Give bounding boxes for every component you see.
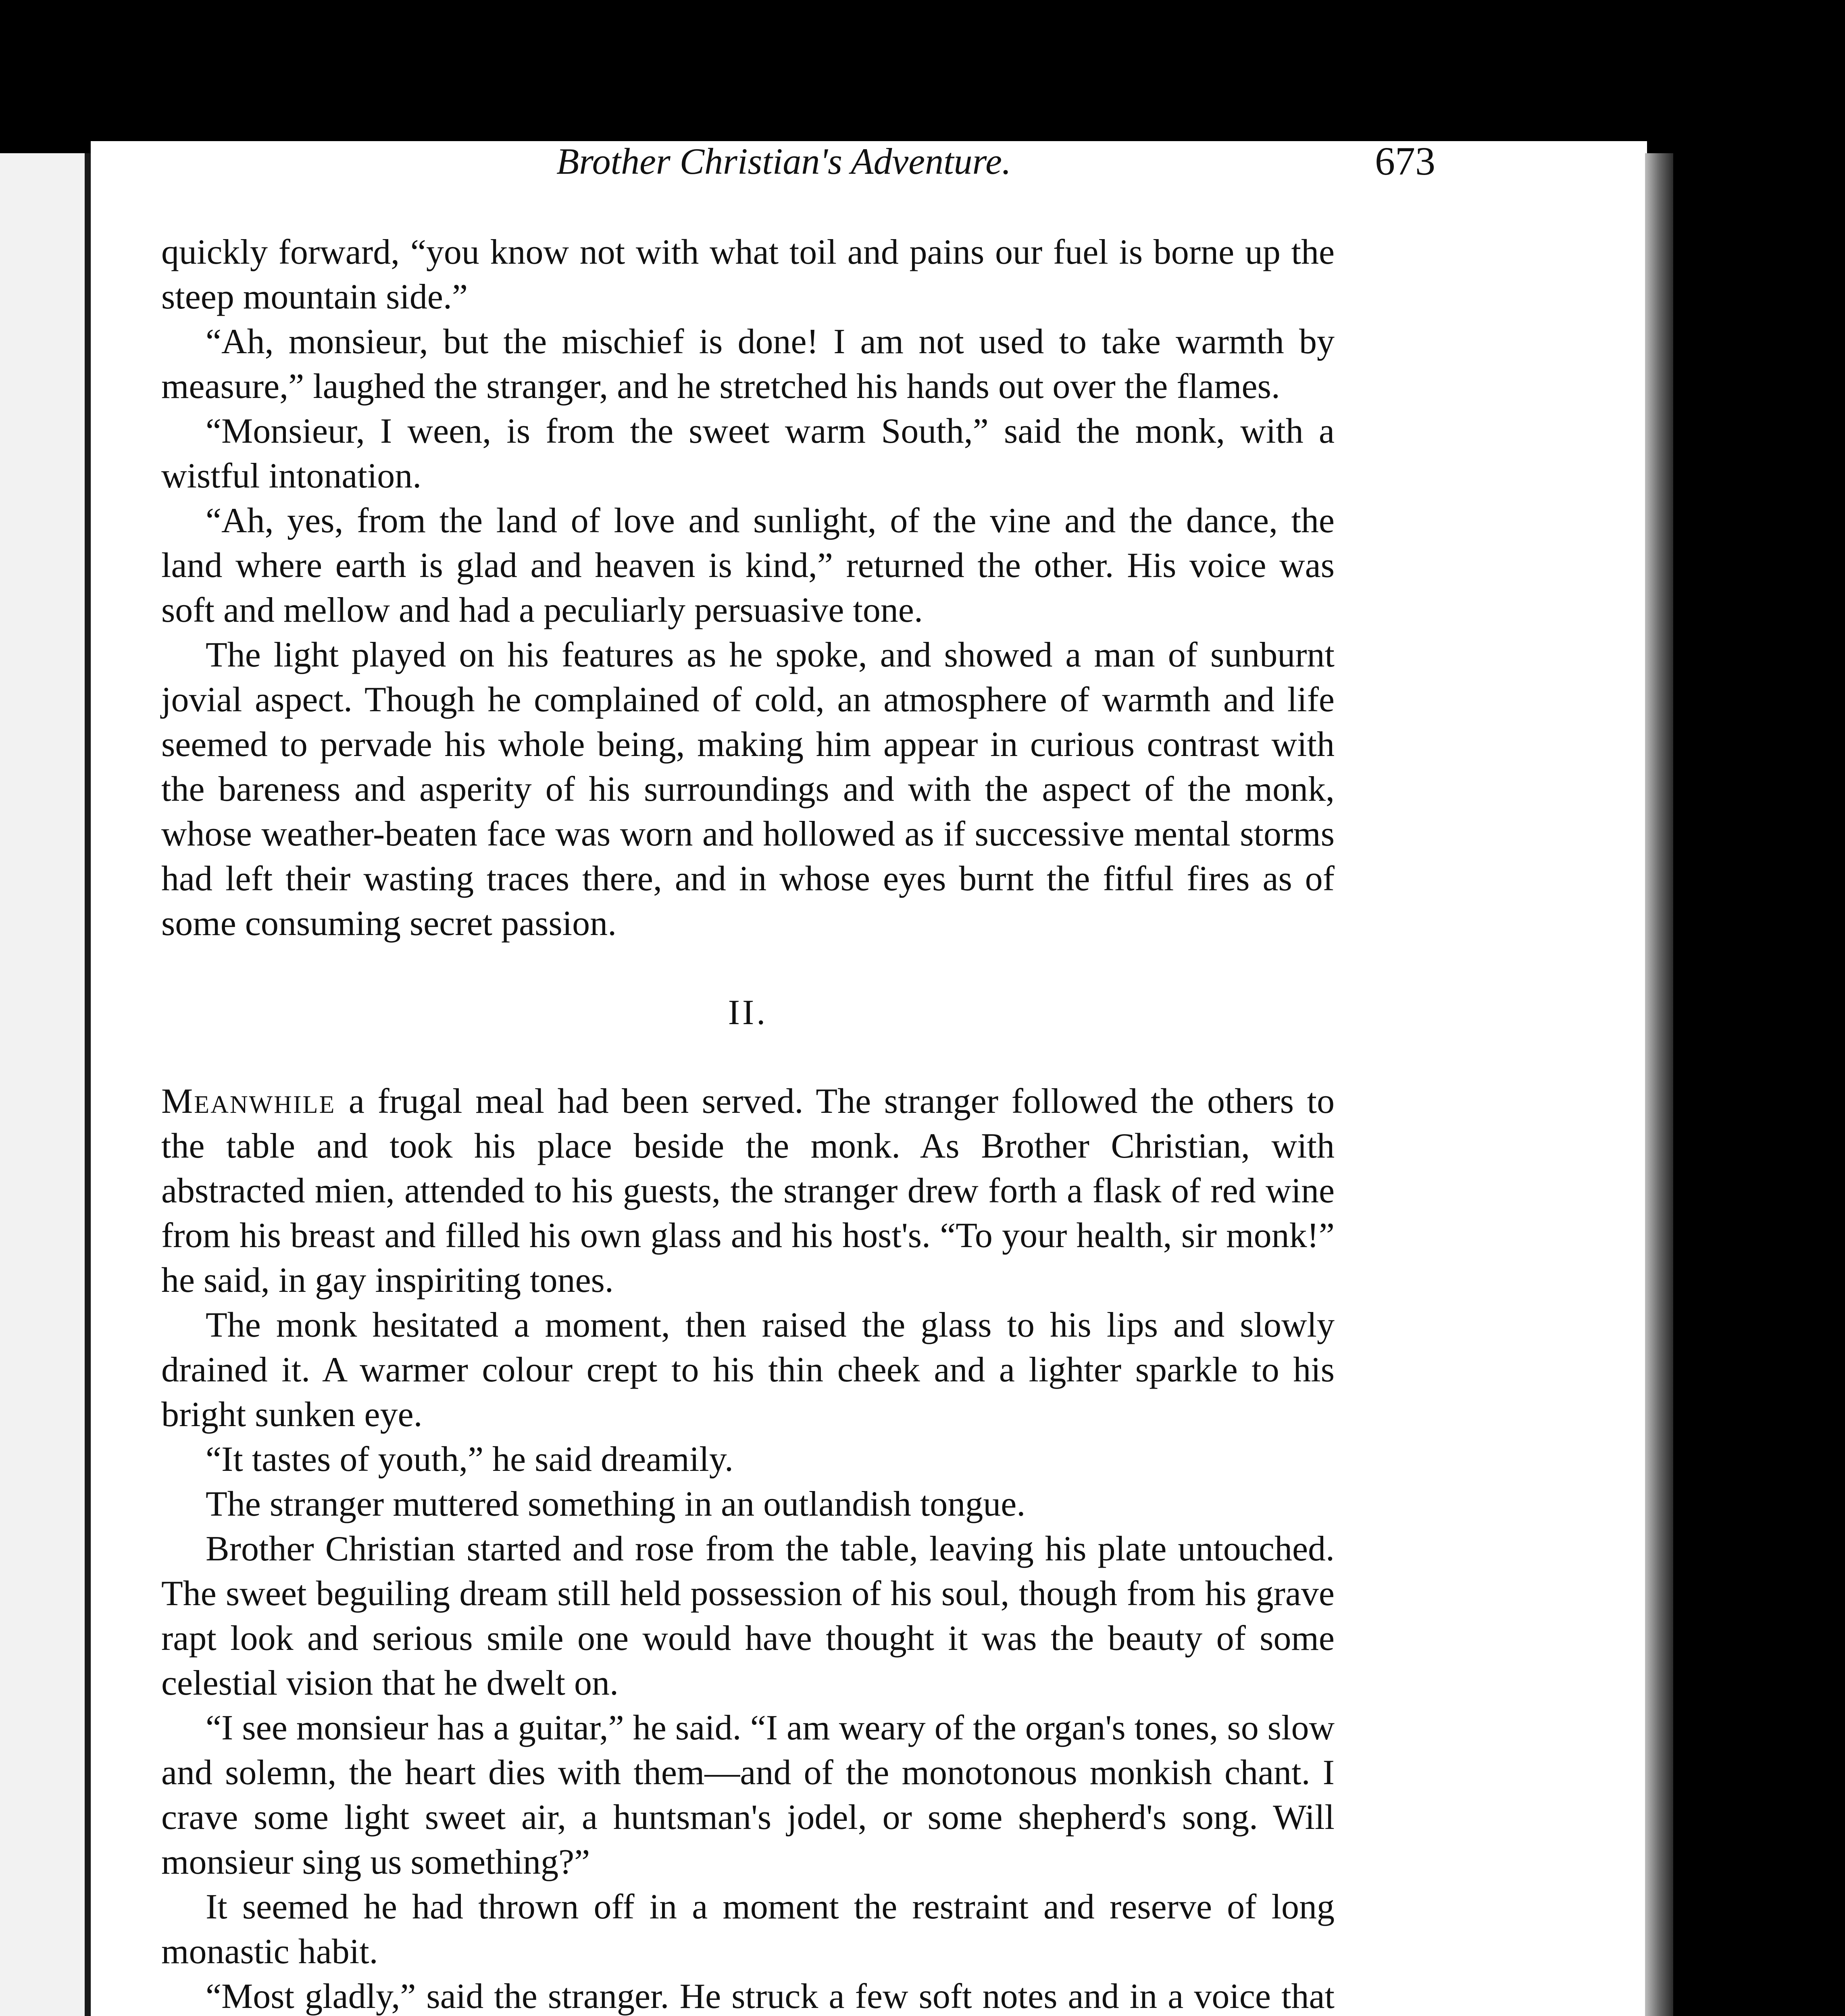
page-edge-shadow [1645,153,1673,2016]
paragraph: “It tastes of youth,” he said dreamily. [206,1440,733,1479]
lead-word: Meanwhile [161,1082,336,1121]
paragraph: It seemed he had thrown off in a moment the restraint and reserve of long monastic habit. [161,1887,1335,1971]
paragraph: “I see monsieur has a guitar,” he said. “I am weary of the organ's tones, so slow and solemn, the heart dies with them—and of the monotonous monkish chant. I crave some light sweet air, a huntsman's jodel, or some shepherd's song. Will monsieur sing us something?” [161,1708,1335,1882]
paragraph: The light played on his features as he spoke, and showed a man of sunburnt jovial aspect. Though he complained of cold, an atmosphere of warmth and life seemed to pervade his whole being, making him appear in curious contrast with the bareness and asperity of his surroundings and with the aspect of the monk, whose weather-beaten face was worn and hollowed as if successive mental storms had left their wasting traces there, and in whose eyes burnt the fitful fires as of some consuming secret passion. [161,635,1335,943]
lead-text: a frugal meal had been served. The stranger followed the others to the table and took his place beside the monk. As Brother Christian, with abstracted mien, attended to his guests, the stranger drew forth a flask of red wine from his breast and filled his own glass and his host's. “To your health, sir monk!” he said, in gay inspiriting tones. [161,1082,1335,1300]
paragraph: Brother Christian started and rose from the table, leaving his plate untouched. The sweet beguiling dream still held possession of his soul, though from his grave rapt look and serious smile one would have thought it was the beauty of some celestial vision that he dwelt on. [161,1529,1335,1703]
page-number: 673 [1375,139,1435,183]
body-text [161,230,1335,2016]
paragraph: “Ah, monsieur, but the mischief is done! I am not used to take warmth by measure,” laughed the stranger, and he stretched his hands out over the flames. [161,322,1335,406]
running-head [468,133,1435,190]
paragraph: “Monsieur, I ween, is from the sweet warm South,” said the monk, with a wistful intonation. [161,412,1335,496]
paragraph: The stranger muttered something in an outlandish tongue. [206,1485,1026,1524]
running-title: Brother Christian's Adventure. [556,141,1011,182]
paragraph: The monk hesitated a moment, then raised the glass to his lips and slowly drained it. A warmer colour crept to his thin cheek and a lighter sparkle to his bright sunken eye. [161,1306,1335,1434]
section-heading: II. [728,993,768,1032]
paragraph: “Ah, yes, from the land of love and sunlight, of the vine and the dance, the land where earth is glad and heaven is kind,” returned the other. His voice was soft and mellow and had a peculiarly persuasive tone. [161,501,1335,630]
facing-page-edge [0,153,90,2016]
paragraph: “Most gladly,” said the stranger. He struck a few soft notes and in a voice that [206,1977,1335,2016]
section-opening-paragraph [161,1079,1335,1303]
paragraph: quickly forward, “you know not with what toil and pains our fuel is borne up the steep mountain side.” [161,233,1335,317]
